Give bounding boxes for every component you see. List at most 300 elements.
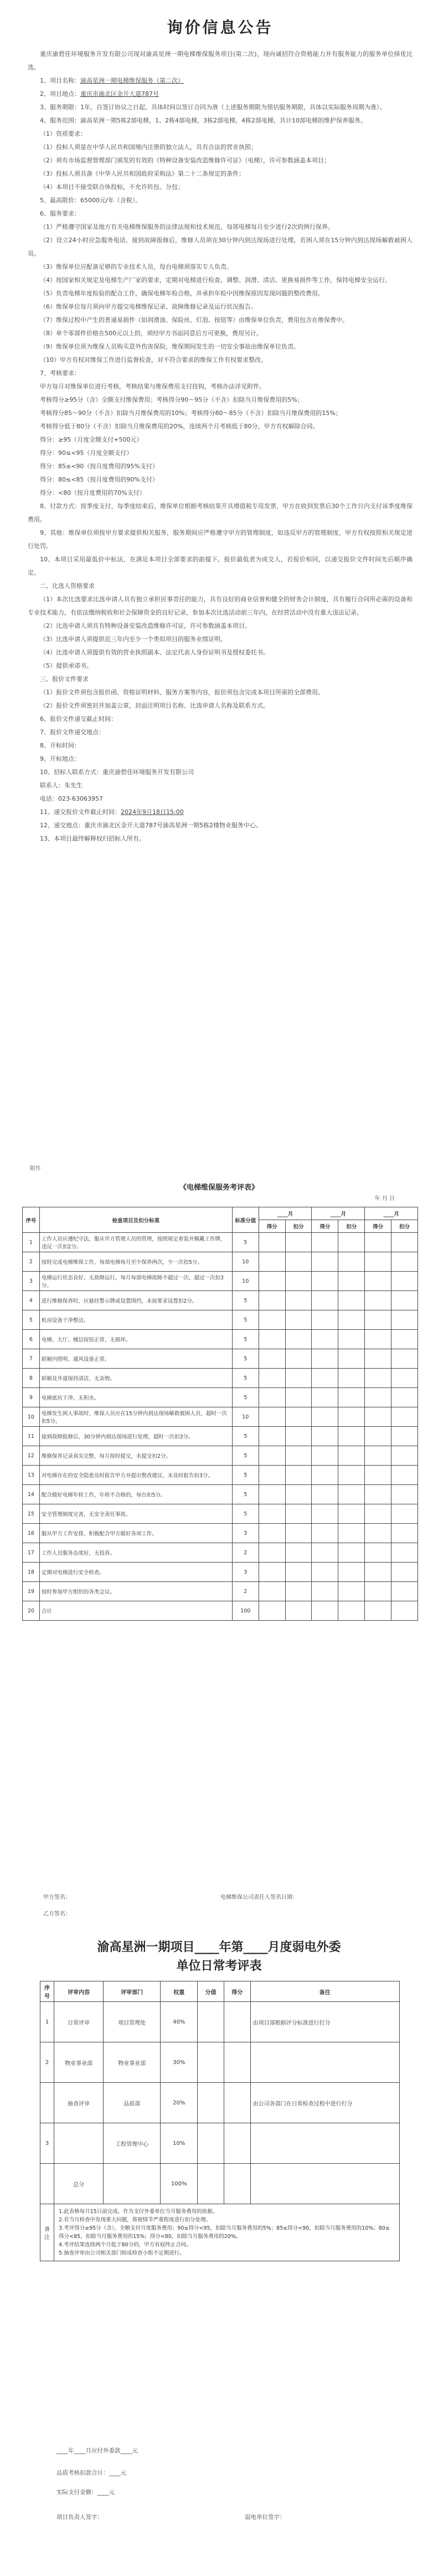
service-para-3: （3）维保单位应配备足够的专业技术人员，每台电梯须落实专人负责。 (40, 263, 233, 270)
row-score-cell[interactable] (391, 1601, 418, 1621)
row-std: 5 (232, 1427, 259, 1446)
row-score-cell[interactable] (365, 1291, 391, 1310)
col-score-3: 得分 (365, 1220, 391, 1233)
contact-phone: 023-63063957 (58, 795, 103, 802)
requirement-2: （2）须有市场监督管理部门颁发的有效的《特种设备安装改造维修许可证》（电梯），许可参数涵盖本项目； (40, 157, 330, 164)
score-col-3: 权重 (161, 1981, 198, 2002)
row-score-cell[interactable] (259, 1485, 285, 1504)
col-score-2: 得分 (312, 1220, 338, 1233)
row-num: 20 (23, 1601, 40, 1621)
row-score-cell[interactable] (391, 1369, 418, 1388)
assess-para-2: 考核得分≥95分（含）全额支付维保费用；考核得分90～95分（不含）扣除当月维保费用的5%； (40, 396, 303, 403)
row-score-cell[interactable] (365, 1427, 391, 1446)
row-score-cell[interactable] (259, 1272, 285, 1291)
row-score-cell[interactable] (338, 1330, 365, 1349)
table-row (23, 1446, 418, 1466)
score-list-4: 得分：80≤<85（按月度费用的90%支付） (40, 476, 158, 483)
table-row (23, 1272, 418, 1291)
row-score-cell[interactable] (391, 1310, 418, 1330)
row-score-cell[interactable] (365, 1330, 391, 1349)
table-row (23, 1252, 418, 1272)
row-score-cell[interactable] (285, 1388, 312, 1407)
row-std: 10 (232, 1252, 259, 1272)
contact-person-line (28, 779, 413, 792)
row-score-cell[interactable] (365, 1369, 391, 1388)
row-num: 1 (23, 1233, 40, 1252)
remark-line: 4.考评结果连续两个月低于80分的，甲方有权终止合同。 (59, 2242, 192, 2248)
row-score-cell[interactable] (259, 1446, 285, 1466)
row-std: 5 (232, 1291, 259, 1310)
attachment-label: 附件 (30, 1166, 41, 1172)
row-score-cell[interactable] (312, 1233, 338, 1252)
table-row (40, 2002, 400, 2042)
row-score-cell[interactable] (338, 1504, 365, 1524)
table-row (23, 1504, 418, 1524)
row-item: 电梯底坑干净，无积水。 (39, 1388, 232, 1407)
row-score-cell[interactable] (285, 1504, 312, 1524)
row-score-cell[interactable] (391, 1563, 418, 1582)
row-score-cell[interactable] (259, 1252, 285, 1272)
row-item: 服从甲方工作安排，积极配合甲方做好各项工作。 (39, 1524, 232, 1543)
remark-label: 备注 (40, 2204, 54, 2261)
row-score-cell[interactable] (259, 1310, 285, 1330)
row-std: 5 (232, 1233, 259, 1252)
score-row-content: 物业事业部 (54, 2042, 104, 2083)
row-score-cell[interactable] (391, 1252, 418, 1272)
row-score-cell[interactable] (285, 1446, 312, 1466)
service-heading: 6、服务要求： (40, 210, 80, 217)
row-score-cell[interactable] (259, 1504, 285, 1524)
contact-person-label: 联系人： (40, 782, 64, 789)
contact-org: 重庆渝碧佳环境服务开发有限公司 (102, 769, 194, 776)
row-score-cell[interactable] (365, 1233, 391, 1252)
section2-para-3: （3）比选申请人须提供近三年内至少一个类似项目的服务业绩证明。 (40, 636, 226, 643)
row-score-cell[interactable] (338, 1272, 365, 1291)
row-score-cell[interactable] (365, 1601, 391, 1621)
row-score-cell[interactable] (338, 1524, 365, 1543)
section2-para-2: （2）比选申请人须具有特种设备安装改造维修许可证，许可参数涵盖本项目。 (40, 622, 251, 629)
row-score-cell[interactable] (365, 1388, 391, 1407)
row-item: 接到故障报修后，30分钟内到达现场进行处理，超时一次扣3分。 (39, 1427, 232, 1446)
row-score-cell[interactable] (338, 1369, 365, 1388)
row-std: 5 (232, 1330, 259, 1349)
row-num: 19 (23, 1582, 40, 1601)
row-score-cell[interactable] (259, 1407, 285, 1427)
row-score-cell[interactable] (365, 1310, 391, 1330)
row-num: 18 (23, 1563, 40, 1582)
row-score-cell[interactable] (391, 1349, 418, 1369)
row-score-cell[interactable] (338, 1407, 365, 1427)
notice-item-2-value: 重庆市渝北区金开大道787号 (80, 90, 159, 98)
row-score-cell[interactable] (312, 1601, 338, 1621)
check-table-body (23, 1233, 418, 1621)
table-row (23, 1291, 418, 1310)
row-score-cell[interactable] (365, 1563, 391, 1582)
notice-item-3-value: 1年，自签订协议之日起，具体时间以签订合同为准（上述服务期限为预估服务期限，具体以实际服务周期为准）。 (80, 104, 386, 111)
section3-heading: 三、报价文件要求 (40, 675, 89, 683)
row-std: 5 (232, 1446, 259, 1466)
row-score-cell[interactable] (259, 1388, 285, 1407)
row-score-cell[interactable] (259, 1369, 285, 1388)
row-item: 合计 (39, 1601, 232, 1621)
section2-para-4: （4）比选申请人须提供有效的营业执照副本、法定代表人身份证明书及授权委托书。 (40, 649, 269, 656)
row-score-cell[interactable] (312, 1446, 338, 1466)
row-score-cell[interactable] (312, 1466, 338, 1485)
row-score-cell[interactable] (285, 1272, 312, 1291)
row-score-cell[interactable] (285, 1369, 312, 1388)
row-item: 对电梯存在的安全隐患及时报告甲方并提出整改建议，未及时报告扣3分。 (39, 1466, 232, 1485)
row-score-cell[interactable] (365, 1582, 391, 1601)
row-num: 10 (23, 1407, 40, 1427)
row-score-cell[interactable] (391, 1485, 418, 1504)
row-score-cell[interactable] (365, 1349, 391, 1369)
service-para-8: （8）单个零部件价格在500元以上的，须经甲方书面同意后方可更换，费用另计。 (40, 330, 262, 337)
score-row-value[interactable] (198, 2083, 224, 2123)
row-item: 电梯发生困人事故时，维保人员应在15分钟内到达现场解救被困人员，超时一次扣5分。 (39, 1407, 232, 1427)
footer-left: 甲方签名： (43, 1894, 71, 1901)
row-score-cell[interactable] (285, 1543, 312, 1563)
row-score-cell[interactable] (259, 1233, 285, 1252)
table-row (23, 1233, 418, 1252)
row-score-cell[interactable] (259, 1582, 285, 1601)
deadline-label: 11、递交报价文件截止时间： (40, 808, 121, 816)
row-item: 安全管理制度完善，无安全责任事故。 (39, 1504, 232, 1524)
section2-heading: 二、比选人资格要求 (40, 582, 95, 590)
col-std: 标准分值 (232, 1207, 259, 1233)
attachment2-subtitle: 单位日常考评表 (176, 1959, 262, 1973)
sign-line-2: 品质考核扣款合计：____元 (56, 2470, 126, 2476)
score-col-0: 序号 (40, 1981, 54, 2002)
row-score-cell[interactable] (365, 1407, 391, 1427)
sign-line-3: 实际支付金额：____元 (56, 2489, 115, 2496)
notice-scope: 4、服务范围：渝高星洲一期5栋2部电梯，1、2栋4部电梯，3栋2部电梯，4栋2部电梯，共计10部电梯的维护保养服务。 (40, 117, 367, 124)
score-row-num (40, 2164, 54, 2204)
remark-content (54, 2204, 400, 2261)
row-score-cell[interactable] (391, 1504, 418, 1524)
row-score-cell[interactable] (285, 1601, 312, 1621)
score-row-score[interactable] (224, 2164, 250, 2204)
table-row (40, 2164, 400, 2204)
row-score-cell[interactable] (312, 1388, 338, 1407)
table-header-row (23, 1207, 418, 1220)
score-row-value[interactable] (198, 2002, 224, 2042)
row-score-cell[interactable] (365, 1466, 391, 1485)
row-item: 电梯、大厅、楼层按钮正常，无损坏。 (39, 1330, 232, 1349)
row-item: 进行维修保养时，应悬挂警示牌或设置围挡，未按要求设置扣2分。 (39, 1291, 232, 1310)
score-row-note (250, 2042, 399, 2083)
row-num: 15 (23, 1504, 40, 1524)
row-num: 13 (23, 1466, 40, 1485)
row-score-cell[interactable] (285, 1252, 312, 1272)
row-score-cell[interactable] (259, 1427, 285, 1446)
remark-line: 2.若当月检查中发现重大问题，将视情节严重程度进行扣分处理。 (59, 2217, 212, 2223)
row-score-cell[interactable] (259, 1524, 285, 1543)
notice-title: 询价信息公告 (167, 18, 274, 37)
table-row (23, 1543, 418, 1563)
deadline-place: 重庆市渝北区金开大道787号渝高星洲一期5栋2楼物业服务中心。 (84, 822, 262, 829)
col-month2: ____月 (312, 1207, 365, 1220)
row-score-cell[interactable] (259, 1601, 285, 1621)
row-score-cell[interactable] (259, 1543, 285, 1563)
table-row (23, 1310, 418, 1330)
score-row-score[interactable] (224, 2002, 250, 2042)
doc-item-4: 9、开标地点： (40, 755, 80, 762)
row-score-cell[interactable] (312, 1330, 338, 1349)
doc-item-3: 8、开标时间： (40, 742, 80, 749)
row-score-cell[interactable] (312, 1563, 338, 1582)
row-score-cell[interactable] (365, 1272, 391, 1291)
service-para-6: （6）维保单位每月须向甲方提交电梯维保记录、故障维修记录及运行状况报告。 (40, 303, 257, 310)
row-score-cell[interactable] (285, 1485, 312, 1504)
pay-para-3: 10、本项目采用最低价中标法，在满足本项目全部要求的前提下，报价最低者为成交人，若报价相同，以递交报价文件时间先后顺序确定。 (28, 556, 413, 576)
row-score-cell[interactable] (312, 1272, 338, 1291)
score-row-value[interactable] (198, 2123, 224, 2164)
row-score-cell[interactable] (338, 1233, 365, 1252)
row-score-cell[interactable] (312, 1310, 338, 1330)
row-item: 工作人员应遵纪守法，服从甲方管理人员的管理，按照规定着装并佩戴工作牌，违反一次扣2分。 (39, 1233, 232, 1252)
row-std: 10 (232, 1407, 259, 1427)
score-row-num: 3 (40, 2123, 54, 2164)
assess-heading: 7、考核要求： (40, 370, 80, 377)
col-item: 检查项目及扣分标准 (39, 1207, 232, 1233)
row-score-cell[interactable] (312, 1543, 338, 1563)
score-col-5: 得分 (224, 1981, 250, 2002)
doc-item-2: 7、报价文件递交地点： (40, 729, 105, 736)
score-row-note (250, 2123, 399, 2164)
row-score-cell[interactable] (338, 1291, 365, 1310)
score-row-score[interactable] (224, 2083, 250, 2123)
row-std: 5 (232, 1485, 259, 1504)
score-col-2: 评审部门 (104, 1981, 161, 2002)
row-score-cell[interactable] (365, 1485, 391, 1504)
row-num: 3 (23, 1272, 40, 1291)
table-row (40, 2123, 400, 2164)
footer-right: 电梯维保公司责任人签名日期： (220, 1894, 298, 1901)
row-score-cell[interactable] (285, 1349, 312, 1369)
row-score-cell[interactable] (391, 1582, 418, 1601)
score-row-content: 日常评审 (54, 2002, 104, 2042)
score-row-weight: 40% (161, 2002, 198, 2042)
row-std: 3 (232, 1524, 259, 1543)
score-table (40, 1981, 400, 2261)
row-score-cell[interactable] (391, 1466, 418, 1485)
deadline-value: 2024年9月18日15:00 (121, 808, 184, 816)
row-score-cell[interactable] (391, 1543, 418, 1563)
row-std: 5 (232, 1369, 259, 1388)
row-score-cell[interactable] (285, 1466, 312, 1485)
notice-item-1-value: 渝高星洲一期电梯维保服务（第二次） (80, 77, 184, 84)
service-para-9: （9）维保单位须为维保人员购买意外伤害保险，维保期间发生的一切安全事故由维保单位负责。 (40, 343, 300, 350)
service-para-4: （4）按国家相关规定及电梯生产厂家的要求，定期对电梯进行检查、调整、润滑、清洁、更换易损件等工作，保持电梯安全运行。 (40, 276, 391, 284)
row-score-cell[interactable] (391, 1407, 418, 1427)
requirement-heading: （1）资质要求： (40, 130, 86, 137)
score-row-value[interactable] (198, 2164, 224, 2204)
score-col-1: 评审内容 (54, 1981, 104, 2002)
score-row-weight: 100% (161, 2164, 198, 2204)
row-score-cell[interactable] (391, 1233, 418, 1252)
table-row (23, 1601, 418, 1621)
row-num: 11 (23, 1427, 40, 1446)
row-std: 10 (232, 1272, 259, 1291)
row-score-cell[interactable] (259, 1291, 285, 1310)
row-item: 配合做好电梯年检工作，年检不合格的，每台扣5分。 (39, 1485, 232, 1504)
score-table-body (40, 2002, 400, 2261)
row-score-cell[interactable] (338, 1601, 365, 1621)
row-score-cell[interactable] (312, 1349, 338, 1369)
row-item: 机房设备干净整洁。 (39, 1310, 232, 1330)
row-score-cell[interactable] (285, 1233, 312, 1252)
row-score-cell[interactable] (391, 1524, 418, 1543)
row-score-cell[interactable] (338, 1252, 365, 1272)
table-row (23, 1388, 418, 1407)
row-score-cell[interactable] (285, 1582, 312, 1601)
row-item: 轿厢内照明、通风设备正常。 (39, 1349, 232, 1369)
row-score-cell[interactable] (365, 1252, 391, 1272)
row-score-cell[interactable] (365, 1524, 391, 1543)
score-row-score[interactable] (224, 2123, 250, 2164)
row-score-cell[interactable] (312, 1369, 338, 1388)
sign-line-4: 项目负责人签字： (56, 2514, 103, 2521)
row-score-cell[interactable] (391, 1291, 418, 1310)
row-score-cell[interactable] (312, 1427, 338, 1446)
col-deduct-3: 扣分 (391, 1220, 418, 1233)
row-score-cell[interactable] (338, 1582, 365, 1601)
score-list-1: 得分：≥95（月度全额支付+500元） (40, 436, 143, 443)
row-score-cell[interactable] (285, 1427, 312, 1446)
sign-line-5: 弱电单位签字： (245, 2514, 286, 2521)
attachment2-sheet (23, 1931, 415, 2568)
row-item: 轿厢及井道保持清洁，无杂物。 (39, 1369, 232, 1388)
row-score-cell[interactable] (338, 1543, 365, 1563)
score-row-dept (104, 2164, 161, 2204)
attachment1-title: 《电梯维保服务考评表》 (179, 1184, 259, 1192)
table-row (23, 1524, 418, 1543)
service-para-1: （1）严格遵守国家及地方有关电梯维保服务的法律法规和技术规范，每部电梯每月至少进行2次的例行保养。 (40, 223, 334, 231)
row-score-cell[interactable] (338, 1563, 365, 1582)
deadline-place-line (28, 819, 413, 832)
row-score-cell[interactable] (338, 1446, 365, 1466)
score-row-value[interactable] (198, 2042, 224, 2083)
score-row-dept: 品质部 (104, 2083, 161, 2123)
deadline-place-label: 12、递交地点： (40, 822, 84, 829)
row-score-cell[interactable] (285, 1407, 312, 1427)
row-score-cell[interactable] (391, 1427, 418, 1446)
row-score-cell[interactable] (391, 1272, 418, 1291)
row-score-cell[interactable] (365, 1504, 391, 1524)
row-score-cell[interactable] (285, 1291, 312, 1310)
row-score-cell[interactable] (312, 1524, 338, 1543)
row-item: 电梯运行状态良好，无故障运行，每月每部电梯故障不超过一次，超过一次扣3分。 (39, 1272, 232, 1291)
requirement-1: （1）投标人须是在中华人民共和国境内注册的独立法人，具有合法的营业执照； (40, 144, 257, 151)
row-score-cell[interactable] (259, 1330, 285, 1349)
notice-item-1 (28, 74, 413, 88)
row-score-cell[interactable] (312, 1252, 338, 1272)
remark-line: 3.考评得分≥95分（含），全额支付月度服务费用；90≤得分<95，扣除当月服务费用的5%；85≤得分<90，扣除当月服务费用的10%；80≤得分<85，扣除当月服务费用的15%；得分<80，扣除当月服务费用的20%。 (59, 2225, 390, 2240)
row-score-cell[interactable] (338, 1388, 365, 1407)
elevator-check-table (22, 1207, 418, 1621)
table-row (23, 1427, 418, 1446)
row-num: 5 (23, 1310, 40, 1330)
row-score-cell[interactable] (365, 1446, 391, 1466)
score-row-dept: 项目管理处 (104, 2002, 161, 2042)
score-row-content: 抽查评审 (54, 2083, 104, 2123)
row-score-cell[interactable] (285, 1310, 312, 1330)
row-score-cell[interactable] (312, 1407, 338, 1427)
table-row (23, 1369, 418, 1388)
row-score-cell[interactable] (338, 1485, 365, 1504)
score-row-score[interactable] (224, 2042, 250, 2083)
assess-para-3: 考核得分85～90分（不含）扣除当月维保费用的10%；考核得分80～85分（不含）扣除当月维保费用的15%； (40, 409, 342, 417)
sign-line-1: ____年____月应付外委款____元 (56, 2447, 138, 2454)
row-score-cell[interactable] (365, 1543, 391, 1563)
row-score-cell[interactable] (338, 1466, 365, 1485)
row-item: 按时参加甲方组织的各类会议。 (39, 1582, 232, 1601)
row-item: 按时完成电梯维保工作，每部电梯每月至少保养两次，少一次扣5分。 (39, 1252, 232, 1272)
row-item: 维修保养记录真实完整，每月按时提交，未提交扣2分。 (39, 1446, 232, 1466)
assess-para-1: 甲方每月对维保单位进行考核，考核结果与维保费用支付挂钩，考核办法详见附件。 (40, 383, 265, 390)
score-list-3: 得分：85≤<90（按月度费用的95%支付） (40, 463, 158, 470)
pay-para-2: 9、其他：维保单位须按甲方要求提供相关服务，服务期间应严格遵守甲方的管理制度，如违反甲方的管理制度，甲方有权按照相关规定进行处罚。 (28, 529, 413, 550)
row-score-cell[interactable] (312, 1504, 338, 1524)
section2-para-5: （5）提供承诺书。 (40, 662, 92, 669)
col-month1: ____月 (259, 1207, 312, 1220)
row-score-cell[interactable] (338, 1310, 365, 1330)
attachment1-date: 年 月 日 (374, 1196, 395, 1202)
table-row (23, 1563, 418, 1582)
table-row (23, 1349, 418, 1369)
row-score-cell[interactable] (285, 1330, 312, 1349)
row-score-cell[interactable] (259, 1563, 285, 1582)
row-score-cell[interactable] (285, 1524, 312, 1543)
row-score-cell[interactable] (259, 1349, 285, 1369)
col-month3: ____月 (365, 1207, 418, 1220)
notice-intro: 重庆渝碧佳环境服务开发有限公司现对渝高星洲一期电梯维保服务项目(第二次)，现向诚招符合资格能力并有服务能力的服务单位择优比选。 (28, 50, 413, 71)
score-row-dept: 物业事业部 (104, 2042, 161, 2083)
doc-item-1: 6、报价文件递交截止时间： (40, 715, 117, 723)
attachment1-footer2: 乙方签名： (43, 1911, 71, 1917)
score-list-2: 得分：90≤<95（月度全额支付） (40, 449, 133, 457)
row-score-cell[interactable] (312, 1582, 338, 1601)
row-num: 4 (23, 1291, 40, 1310)
row-score-cell[interactable] (391, 1446, 418, 1466)
row-score-cell[interactable] (338, 1427, 365, 1446)
section3-para-2: （2）报价文件须密封并加盖公章，封面注明项目名称、比选申请人名称及联系方式。 (40, 702, 269, 709)
row-score-cell[interactable] (312, 1485, 338, 1504)
row-std: 2 (232, 1582, 259, 1601)
score-row-content: 总分 (54, 2164, 104, 2204)
col-deduct-2: 扣分 (338, 1220, 365, 1233)
contact-phone-line (28, 792, 413, 806)
row-score-cell[interactable] (338, 1349, 365, 1369)
row-num: 2 (23, 1252, 40, 1272)
notice-item-1-key: 1、项目名称： (40, 77, 80, 84)
notice-sheet (28, 11, 413, 1150)
contact-phone-label: 电话： (40, 795, 58, 802)
row-item: 定期对电梯进行安全检查。 (39, 1563, 232, 1582)
score-row-note: 由公司各部门在日常检查过程中进行打分 (250, 2083, 399, 2123)
row-score-cell[interactable] (391, 1388, 418, 1407)
notice-item-2 (28, 88, 413, 101)
table-row (23, 1407, 418, 1427)
row-std: 3 (232, 1563, 259, 1582)
row-score-cell[interactable] (285, 1563, 312, 1582)
row-num: 8 (23, 1369, 40, 1388)
score-row-weight: 30% (161, 2042, 198, 2083)
row-score-cell[interactable] (391, 1330, 418, 1349)
row-score-cell[interactable] (312, 1291, 338, 1310)
row-score-cell[interactable] (259, 1466, 285, 1485)
contact-person: 朱先生 (64, 782, 83, 789)
